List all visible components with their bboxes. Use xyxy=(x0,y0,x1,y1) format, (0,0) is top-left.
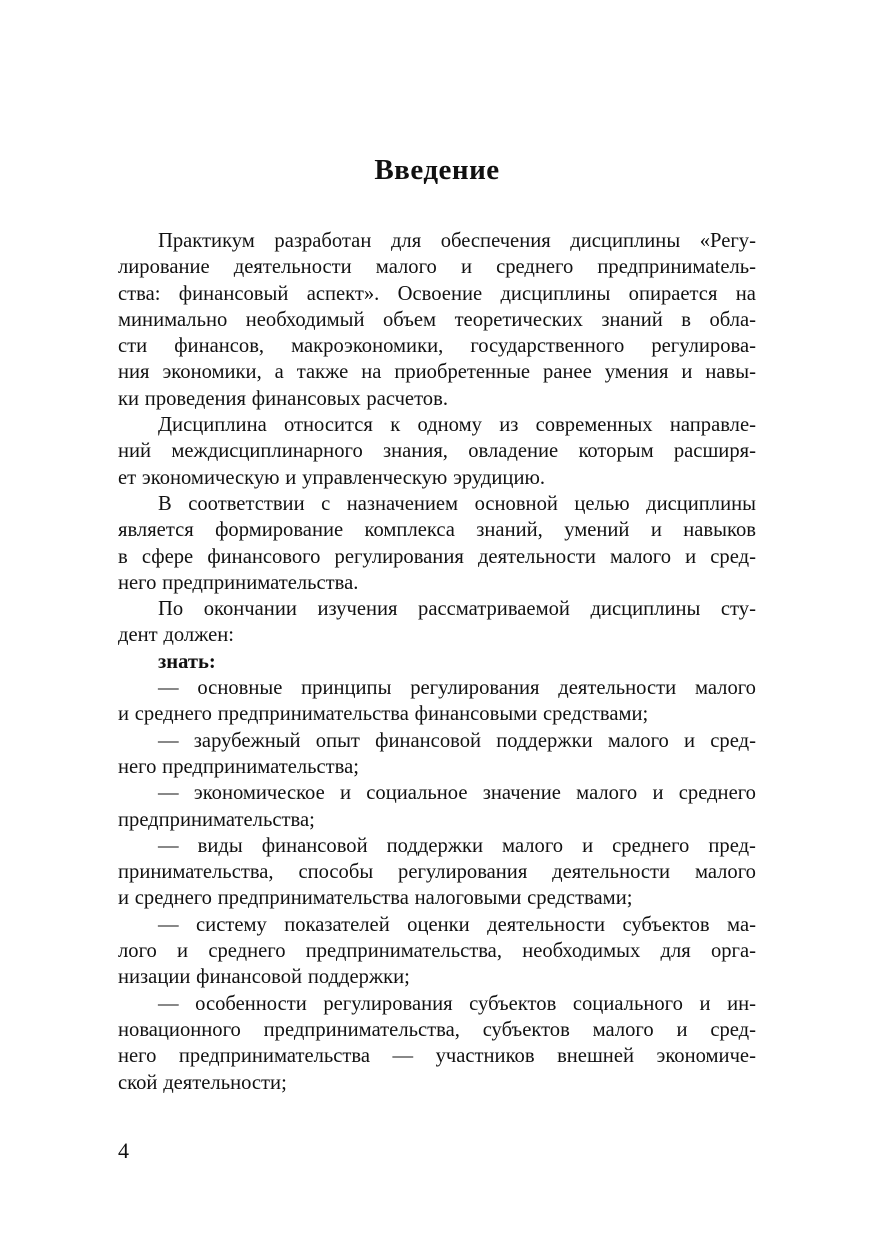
text-line: знать: xyxy=(158,650,216,673)
text-line: — зарубежный опыт финансовой поддержки малого и сред- xyxy=(158,729,756,752)
document-page xyxy=(118,0,756,1240)
text-line: ской деятельности; xyxy=(118,1071,287,1094)
text-line: него предпринимательства; xyxy=(118,755,359,778)
text-line: и среднего предпринимательства финансовыми средствами; xyxy=(118,703,649,726)
text-line: — экономическое и социальное значение малого и среднего xyxy=(158,782,756,805)
text-line: — основные принципы регулирования деятельности малого xyxy=(158,677,756,700)
text-line: является формирование комплекса знаний, умений и навыков xyxy=(118,519,756,542)
text-line: Дисциплина относится к одному из современных направле- xyxy=(158,414,756,437)
text-line: и среднего предпринимательства налоговыми средствами; xyxy=(118,887,633,910)
text-line: в сфере финансового регулирования деятельности малого и сред- xyxy=(118,545,756,568)
text-line: лого и среднего предпринимательства, необходимых для орга- xyxy=(118,940,756,963)
text-line: лирование деятельности малого и среднего предпринимatель- xyxy=(118,256,756,279)
text-line: — виды финансовой поддержки малого и среднего пред- xyxy=(158,834,756,857)
text-line: ки проведения финансовых расчетов. xyxy=(118,387,448,410)
page-number: 4 xyxy=(118,1138,129,1163)
text-line: минимально необходимый объем теоретических знаний в обла- xyxy=(118,308,756,331)
text-line: него предпринимательства — участников внешней экономиче- xyxy=(118,1045,756,1068)
text-line: В соответствии с назначением основной целью дисциплины xyxy=(158,492,756,515)
text-line: предпринимательства; xyxy=(118,808,315,831)
text-line: — особенности регулирования субъектов социального и ин- xyxy=(158,992,756,1015)
text-line: низации финансовой поддержки; xyxy=(118,966,410,989)
text-line: него предпринимательства. xyxy=(118,571,359,594)
text-line: — систему показателей оценки деятельности субъектов ма- xyxy=(158,913,756,936)
text-line: По окончании изучения рассматриваемой дисциплины сту- xyxy=(158,598,756,621)
text-line: дент должен: xyxy=(118,624,235,647)
text-line: ет экономическую и управленческую эрудицию. xyxy=(118,466,545,489)
text-line: новационного предпринимательства, субъектов малого и сред- xyxy=(118,1018,756,1041)
text-line: ния экономики, а также на приобретенные ранее умения и навы- xyxy=(118,361,756,384)
text-line: ний междисциплинарного знания, овладение которым расширя- xyxy=(118,440,756,463)
page-title: Введение xyxy=(374,154,500,186)
text-line: принимательства, способы регулирования деятельности малого xyxy=(118,861,756,884)
text-line: ства: финансовый аспект». Освоение дисциплины опирается на xyxy=(118,282,756,305)
body-text xyxy=(118,228,756,1096)
text-line: сти финансов, макроэкономики, государственного регулирова- xyxy=(118,335,756,358)
text-line: Практикум разработан для обеспечения дисциплины «Регу- xyxy=(158,230,756,252)
